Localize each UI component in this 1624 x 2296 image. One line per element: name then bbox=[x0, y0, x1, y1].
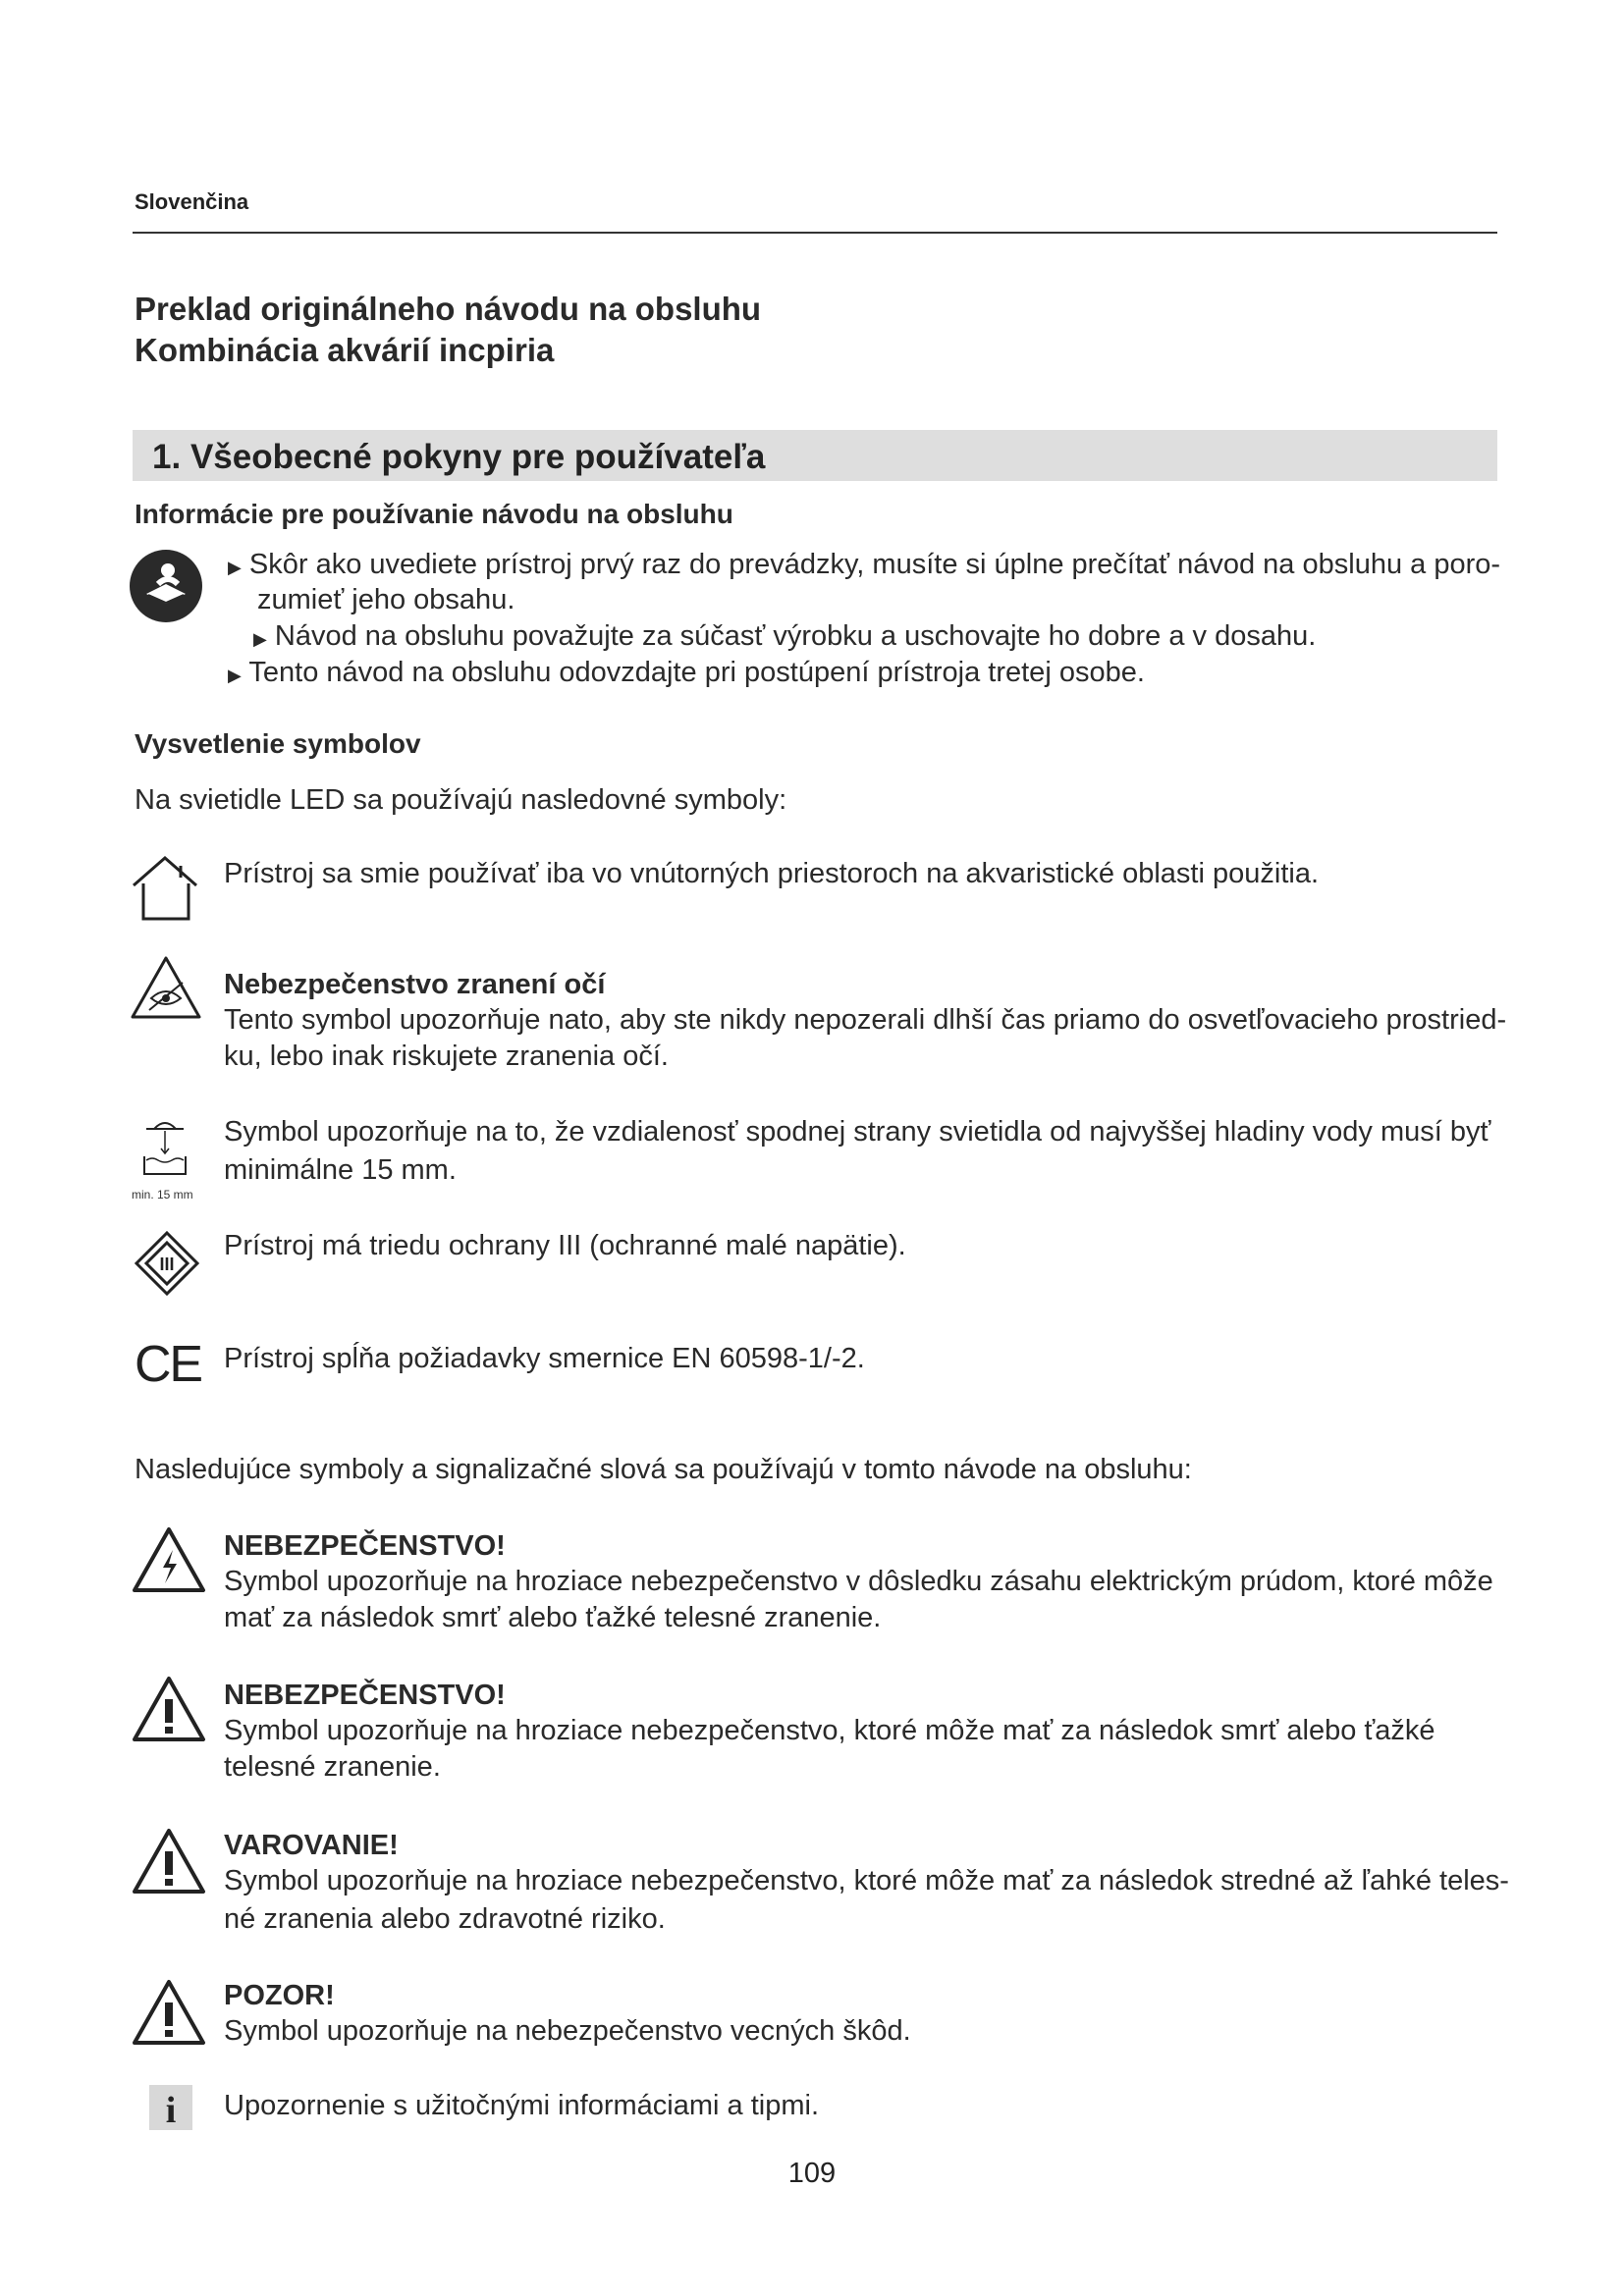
danger-electric-line-2: mať za následok smrť alebo ťažké telesné zranenie. bbox=[224, 1602, 882, 1633]
document-subtitle: Kombinácia akvárií incpiria bbox=[135, 332, 555, 368]
eye-hazard-title: Nebezpečenstvo zranení očí bbox=[224, 969, 606, 1000]
danger-warning-icon bbox=[132, 1676, 206, 1742]
read-manual-icon bbox=[129, 549, 203, 623]
danger-line-2: telesné zranenie. bbox=[224, 1751, 441, 1783]
symbols-intro: Na svietidle LED sa používajú nasledovné symboly: bbox=[135, 784, 787, 816]
caution-line-1: Symbol upozorňuje na nebezpečenstvo vecných škôd. bbox=[224, 2015, 911, 2047]
distance-icon-label: min. 15 mm bbox=[132, 1188, 193, 1201]
bullet-3-text: Tento návod na obsluhu odovzdajte pri postúpení prístroja tretej osobe. bbox=[248, 657, 1145, 688]
indoor-text: Prístroj sa smie používať iba vo vnútorných priestoroch na akvaristické oblasti použitia. bbox=[224, 858, 1319, 889]
bullet-1-text: Skôr ako uvediete prístroj prvý raz do prevádzky, musíte si úplne prečítať návod na obsluhu a poro- bbox=[248, 549, 1501, 580]
ce-mark-icon-label: CE bbox=[135, 1338, 203, 1387]
info-icon bbox=[149, 2085, 192, 2130]
indoor-house-icon bbox=[130, 852, 200, 923]
danger-line-1: Symbol upozorňuje na hroziace nebezpečenstvo, ktoré môže mať za následok smrť alebo ťažké bbox=[224, 1715, 1435, 1746]
bullet-2-text: Návod na obsluhu považujte za súčasť výrobku a uschovajte ho dobre a v dosahu. bbox=[274, 620, 1317, 652]
header-divider bbox=[133, 232, 1497, 234]
page-number: 109 bbox=[787, 2158, 837, 2189]
ce-text: Prístroj spĺňa požiadavky smernice EN 60598-1/-2. bbox=[224, 1343, 865, 1374]
danger-electric-line-1: Symbol upozorňuje na hroziace nebezpečenstvo v dôsledku zásahu elektrickým prúdom, ktoré môže bbox=[224, 1566, 1493, 1597]
danger-title: NEBEZPEČENSTVO! bbox=[224, 1680, 506, 1711]
eye-hazard-icon bbox=[130, 955, 202, 1020]
info-text: Upozornenie s užitočnými informáciami a tipmi. bbox=[224, 2090, 819, 2121]
distance-line-1: Symbol upozorňuje na to, že vzdialenosť spodnej strany svietidla od najvyššej hladiny vody musí byť bbox=[224, 1116, 1491, 1148]
warning-line-1: Symbol upozorňuje na hroziace nebezpečenstvo, ktoré môže mať za následok stredné až ľahké teles- bbox=[224, 1865, 1509, 1896]
eye-hazard-line-1: Tento symbol upozorňuje nato, aby ste nikdy nepozerali dlhší čas priamo do osvetľovacieho prostried- bbox=[224, 1004, 1507, 1036]
section-title-text: Všeobecné pokyny pre používateľa bbox=[189, 438, 766, 476]
symbols-heading: Vysvetlenie symbolov bbox=[135, 728, 421, 759]
section-title bbox=[152, 438, 765, 477]
eye-hazard-line-2: ku, lebo inak riskujete zranenia očí. bbox=[224, 1041, 669, 1072]
danger-electric-title: NEBEZPEČENSTVO! bbox=[224, 1530, 506, 1562]
bullet-3 bbox=[228, 653, 1145, 695]
manual-info-heading: Informácie pre používanie návodu na obsluhu bbox=[135, 499, 733, 529]
electric-hazard-icon bbox=[132, 1526, 206, 1593]
protection-class-iii-icon bbox=[135, 1231, 199, 1296]
signal-words-intro: Nasledujúce symboly a signalizačné slová sa používajú v tomto návode na obsluhu: bbox=[135, 1454, 1192, 1485]
warning-icon bbox=[132, 1828, 206, 1895]
protection-class-iii-icon-label: III bbox=[159, 1255, 175, 1274]
info-icon-label: i bbox=[165, 2090, 177, 2130]
bullet-marker: ▶ bbox=[228, 558, 242, 577]
protection-class-text: Prístroj má triedu ochrany III (ochranné malé napätie). bbox=[224, 1230, 906, 1261]
bullet-marker: ▶ bbox=[228, 666, 242, 685]
bullet-marker: ▶ bbox=[253, 629, 267, 649]
warning-title: VAROVANIE! bbox=[224, 1830, 399, 1861]
language-label: Slovenčina bbox=[135, 189, 249, 214]
document-title: Preklad originálneho návodu na obsluhu bbox=[135, 291, 762, 327]
warning-line-2: né zranenia alebo zdravotné riziko. bbox=[224, 1903, 666, 1935]
caution-title: POZOR! bbox=[224, 1980, 335, 2011]
bullet-1-continuation: zumieť jeho obsahu. bbox=[257, 584, 515, 615]
ce-mark-icon bbox=[135, 1338, 205, 1387]
caution-icon bbox=[132, 1979, 206, 2046]
section-number: 1. bbox=[152, 438, 182, 476]
distance-lamp-icon bbox=[140, 1117, 189, 1186]
distance-line-2: minimálne 15 mm. bbox=[224, 1154, 457, 1186]
